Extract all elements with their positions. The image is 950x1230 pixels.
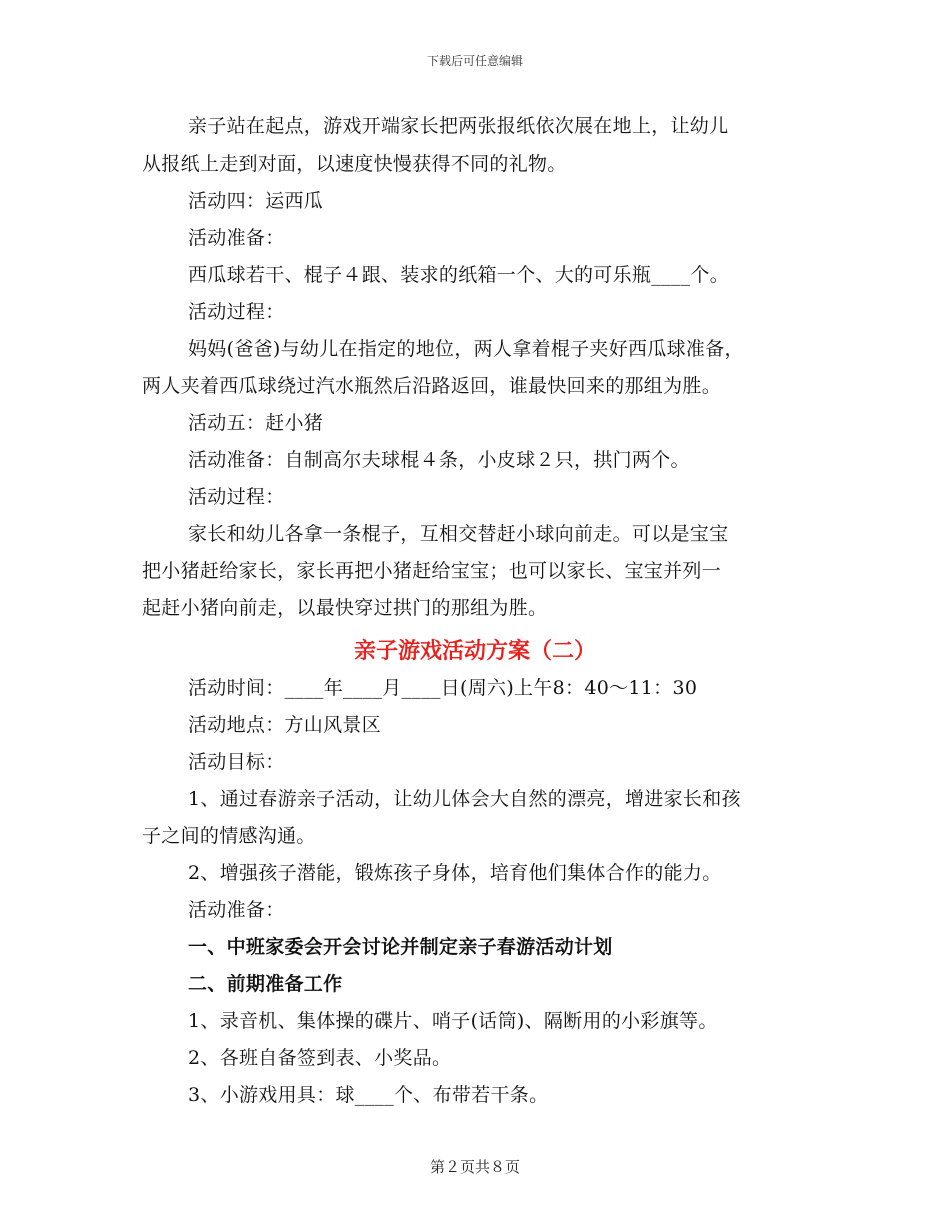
page-header: 下载后可任意编辑 [426,54,523,68]
section-title: 亲子游戏活动方案（二） [353,639,596,664]
prep-item-2: 2、各班自备签到表、小奖品。 [188,1047,452,1069]
activity-5-process-label: 活动过程： [188,486,285,508]
paragraph-line: 1、通过春游亲子活动，让幼儿体会大自然的漂亮，增进家长和孩 [188,788,741,810]
activity-4-prep-label: 活动准备： [188,227,285,249]
activity-4-prep: 西瓜球若干、棍子４跟、装求的纸箱一个、大的可乐瓶____个。 [188,264,730,286]
paragraph-line: 把小猪赶给家长，家长再把小猪赶给宝宝；也可以家长、宝宝并列一 [142,560,722,582]
goal-label: 活动目标： [188,751,285,773]
prep-heading-1: 一、中班家委会开会讨论并制定亲子春游活动计划 [188,936,613,958]
activity-4-title: 活动四：运西瓜 [188,190,324,212]
paragraph-line: 从报纸上走到对面，以速度快慢获得不同的礼物。 [142,153,567,175]
goal-2: 2、增强孩子潜能，锻炼孩子身体，培育他们集体合作的能力。 [188,862,722,884]
prep-item-1: 1、录音机、集体操的碟片、哨子(话筒)、隔断用的小彩旗等。 [188,1010,718,1032]
activity-time: 活动时间：____年____月____日(周六)上午8：40～11：30 [188,677,698,699]
activity-place: 活动地点：方山风景区 [188,714,382,736]
activity-4-process-label: 活动过程： [188,301,285,323]
paragraph-line: 家长和幼儿各拿一条棍子，互相交替赶小球向前走。可以是宝宝 [188,523,729,545]
activity-5-title: 活动五：赶小猪 [188,412,324,434]
paragraph-line: 两人夹着西瓜球绕过汽水瓶然后沿路返回，谁最快回来的那组为胜。 [142,375,722,397]
activity-5-prep: 活动准备：自制高尔夫球棍４条，小皮球２只，拱门两个。 [188,449,690,471]
prep-heading-2: 二、前期准备工作 [188,973,343,995]
prep-item-3: 3、小游戏用具：球____个、布带若干条。 [188,1084,549,1106]
prep-label: 活动准备： [188,899,285,921]
paragraph-line: 妈妈(爸爸)与幼儿在指定的地位，两人拿着棍子夹好西瓜球准备， [188,338,744,360]
page-footer: 第２页共８页 [429,1158,520,1176]
paragraph-line: 起赶小猪向前走，以最快穿过拱门的那组为胜。 [142,597,548,619]
paragraph-line: 子之间的情感沟通。 [142,825,316,847]
paragraph-line: 亲子站在起点，游戏开端家长把两张报纸依次展在地上，让幼儿 [188,115,729,137]
